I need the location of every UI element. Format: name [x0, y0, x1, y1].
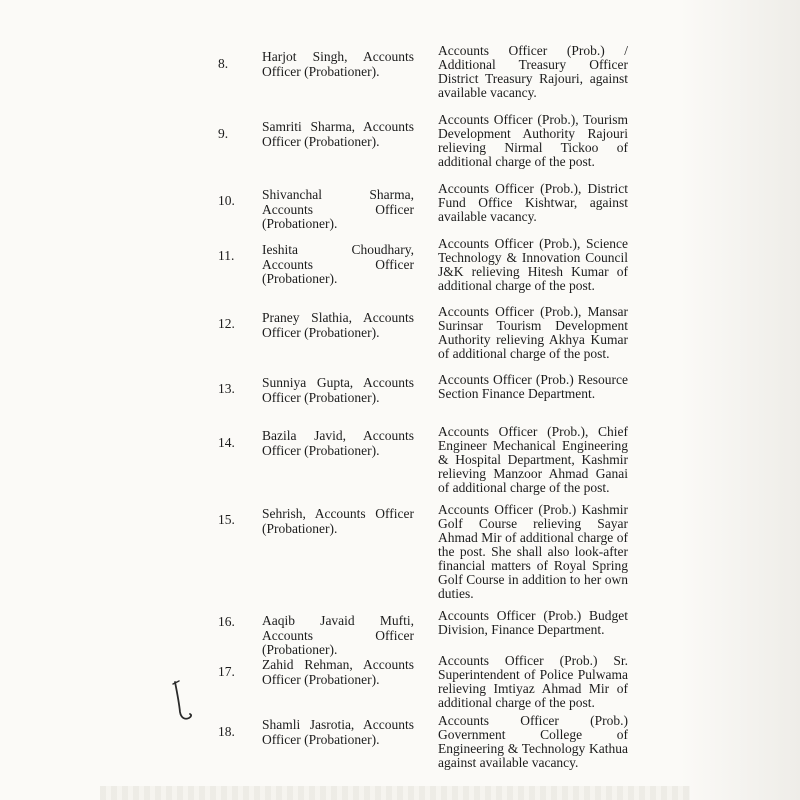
- entry-number: 8.: [218, 56, 229, 71]
- entry-number: 10.: [218, 193, 235, 208]
- posting-details: Accounts Officer (Prob.) Budget Division, Finance Department.: [438, 608, 628, 637]
- officer-name: Sehrish, Accounts Officer (Probationer).: [262, 506, 414, 536]
- posting-details: Accounts Officer (Prob.) / Additional Treasury Officer District Treasury Rajouri, against available vacancy.: [438, 43, 628, 100]
- entry-number: 17.: [218, 664, 235, 679]
- officer-name: Bazila Javid, Accounts Officer (Probationer).: [262, 428, 414, 458]
- officer-name: Samriti Sharma, Accounts Officer (Probationer).: [262, 119, 414, 149]
- entry-number: 18.: [218, 724, 235, 739]
- entry-number: 14.: [218, 435, 235, 450]
- posting-details: Accounts Officer (Prob.), Chief Engineer Mechanical Engineering & Hospital Department, Kashmir relieving Manzoor Ahmad Ganai of additional charge of the post.: [438, 424, 628, 495]
- posting-details: Accounts Officer (Prob.), Tourism Development Authority Rajouri relieving Nirmal Tickoo of additional charge of the post.: [438, 112, 628, 169]
- officer-name: Aaqib Javaid Mufti, Accounts Officer (Probationer).: [262, 613, 414, 657]
- officer-name: Zahid Rehman, Accounts Officer (Probationer).: [262, 657, 414, 687]
- officer-name: Shivanchal Sharma, Accounts Officer (Probationer).: [262, 187, 414, 231]
- officer-name: Shamli Jasrotia, Accounts Officer (Probationer).: [262, 717, 414, 747]
- scan-bottom-edge: [100, 786, 690, 800]
- posting-details: Accounts Officer (Prob.) Kashmir Golf Course relieving Sayar Ahmad Mir of additional charge of the post. She shall also look-after financial matters of Royal Spring Golf Course in addition to her own duties.: [438, 502, 628, 601]
- posting-details: Accounts Officer (Prob.), Science Technology & Innovation Council J&K relieving Hitesh Kumar of additional charge of the post.: [438, 236, 628, 293]
- posting-details: Accounts Officer (Prob.) Government College of Engineering & Technology Kathua against available vacancy.: [438, 713, 628, 770]
- officer-name: Ieshita Choudhary, Accounts Officer (Probationer).: [262, 242, 414, 286]
- entry-number: 16.: [218, 614, 235, 629]
- entry-number: 13.: [218, 381, 235, 396]
- entry-number: 9.: [218, 126, 229, 141]
- officer-name: Harjot Singh, Accounts Officer (Probationer).: [262, 49, 414, 79]
- officer-name: Sunniya Gupta, Accounts Officer (Probationer).: [262, 375, 414, 405]
- page-edge-shadow: [680, 0, 800, 800]
- entry-number: 12.: [218, 316, 235, 331]
- entry-number: 11.: [218, 248, 235, 263]
- posting-details: Accounts Officer (Prob.), Mansar Surinsar Tourism Development Authority relieving Akhya Kumar of additional charge of the post.: [438, 304, 628, 361]
- posting-details: Accounts Officer (Prob.) Resource Section Finance Department.: [438, 372, 628, 401]
- posting-details: Accounts Officer (Prob.), District Fund Office Kishtwar, against available vacancy.: [438, 181, 628, 224]
- handwritten-mark: [168, 678, 196, 724]
- officer-name: Praney Slathia, Accounts Officer (Probationer).: [262, 310, 414, 340]
- posting-details: Accounts Officer (Prob.) Sr. Superintendent of Police Pulwama relieving Imtiyaz Ahmad Mir of additional charge of the post.: [438, 653, 628, 710]
- entry-number: 15.: [218, 512, 235, 527]
